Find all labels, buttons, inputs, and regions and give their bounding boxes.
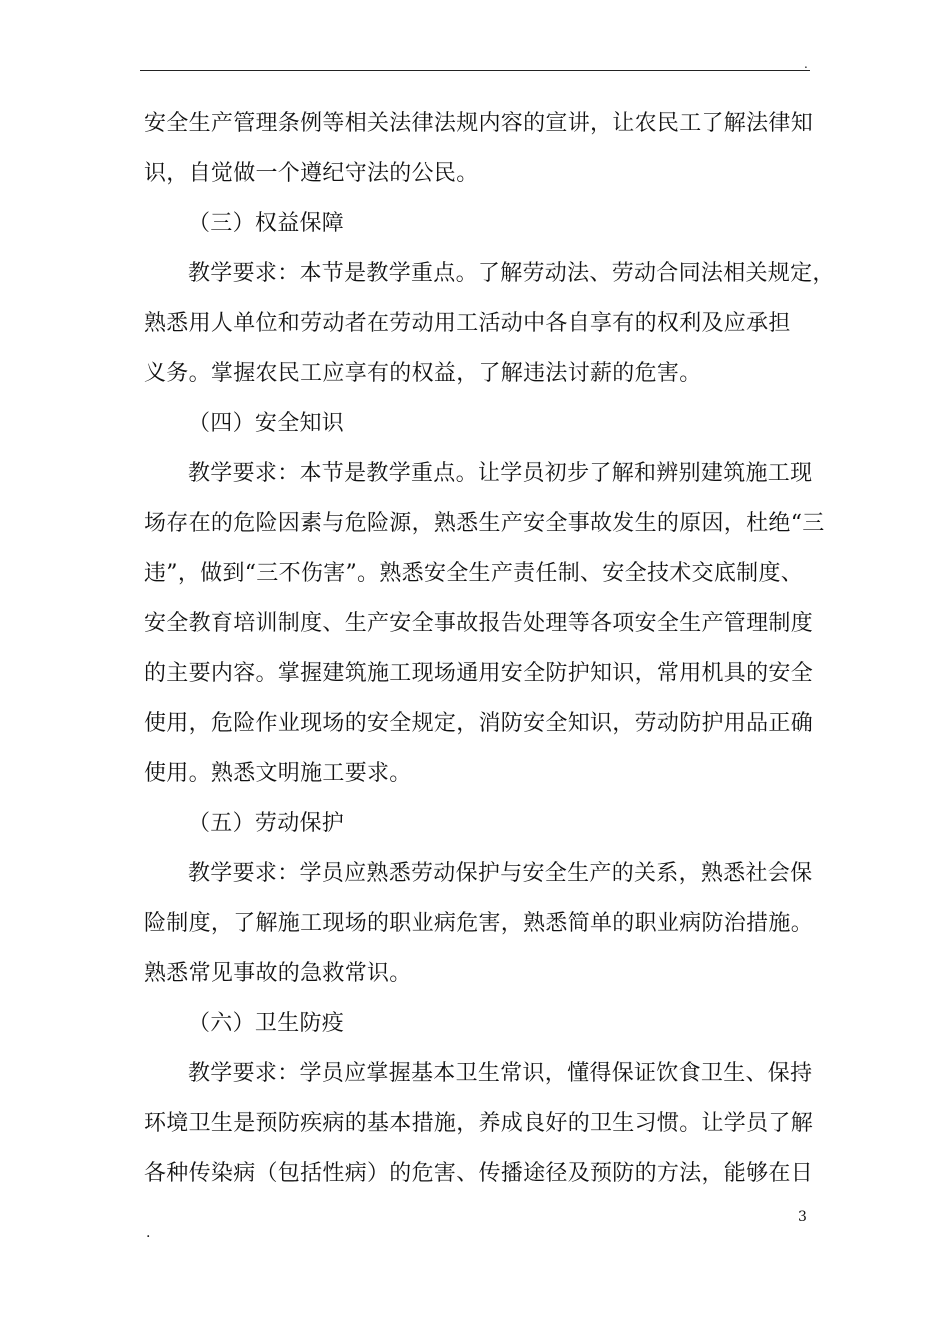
page-number: 3 xyxy=(798,1209,807,1225)
paragraph-line: 使用，危险作业现场的安全规定，消防安全知识，劳动防护用品正确 xyxy=(144,711,814,736)
section-heading: （四）安全知识 xyxy=(188,411,345,436)
paragraph-line: 教学要求：学员应掌握基本卫生常识，懂得保证饮食卫生、保持 xyxy=(188,1061,813,1086)
paragraph-line: 熟悉用人单位和劳动者在劳动用工活动中各自享有的权利及应承担 xyxy=(144,311,791,336)
paragraph-line: 违”，做到“三不伤害”。熟悉安全生产责任制、安全技术交底制度、 xyxy=(144,561,804,586)
header-dot: . xyxy=(804,57,808,71)
section-heading: （六）卫生防疫 xyxy=(188,1011,345,1036)
paragraph-line: 险制度，了解施工现场的职业病危害，熟悉简单的职业病防治措施。 xyxy=(144,911,814,936)
paragraph-line: 安全教育培训制度、生产安全事故报告处理等各项安全生产管理制度 xyxy=(144,611,814,636)
paragraph-line: 教学要求：本节是教学重点。了解劳动法、劳动合同法相关规定， xyxy=(188,261,835,286)
paragraph-line: 教学要求：本节是教学重点。让学员初步了解和辨别建筑施工现 xyxy=(188,461,813,486)
section-heading: （三）权益保障 xyxy=(188,211,345,236)
paragraph-line: 识，自觉做一个遵纪守法的公民。 xyxy=(144,161,479,186)
body-text xyxy=(144,99,835,1199)
paragraph-line: 的主要内容。掌握建筑施工现场通用安全防护知识，常用机具的安全 xyxy=(144,661,814,686)
paragraph-line: 使用。熟悉文明施工要求。 xyxy=(144,761,412,786)
paragraph-line: 义务。掌握农民工应享有的权益，了解违法讨薪的危害。 xyxy=(144,361,702,386)
paragraph-line: 环境卫生是预防疾病的基本措施，养成良好的卫生习惯。让学员了解 xyxy=(144,1111,814,1136)
footer-dot: . xyxy=(146,1225,151,1241)
section-heading: （五）劳动保护 xyxy=(188,811,345,836)
paragraph-line: 场存在的危险因素与危险源，熟悉生产安全事故发生的原因，杜绝“三 xyxy=(144,511,825,536)
header-rule xyxy=(140,70,810,71)
paragraph-line: 熟悉常见事故的急救常识。 xyxy=(144,961,412,986)
paragraph-line: 各种传染病（包括性病）的危害、传播途径及预防的方法，能够在日 xyxy=(144,1161,814,1186)
paragraph-line: 教学要求：学员应熟悉劳动保护与安全生产的关系，熟悉社会保 xyxy=(188,861,813,886)
paragraph-line: 安全生产管理条例等相关法律法规内容的宣讲，让农民工了解法律知 xyxy=(144,111,814,136)
